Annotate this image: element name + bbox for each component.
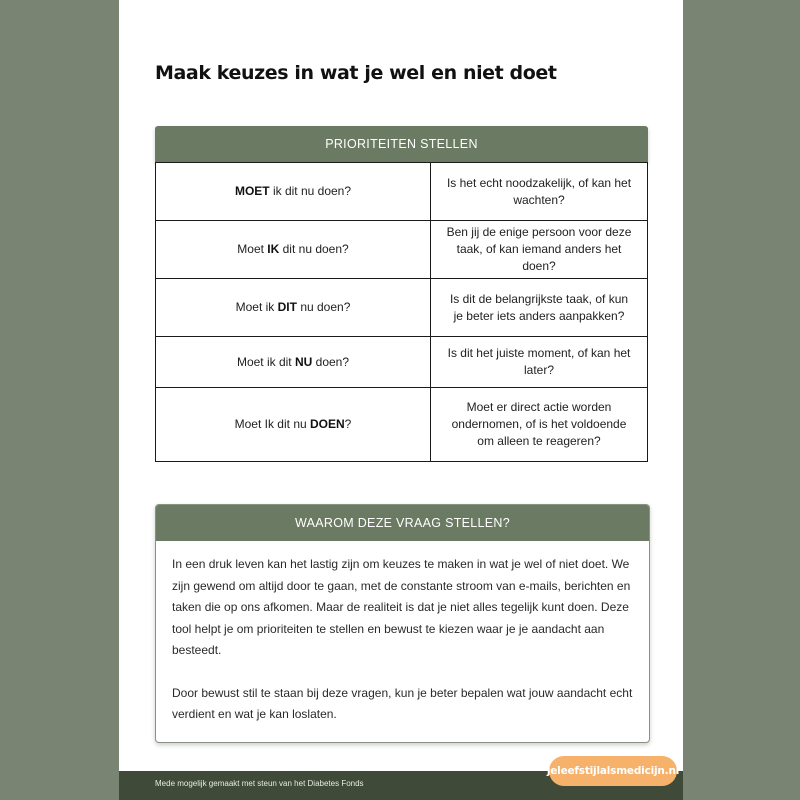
why-section xyxy=(155,504,650,743)
document-page xyxy=(119,0,683,800)
answer-cell: Is dit het juiste moment, of kan het later? xyxy=(431,337,648,388)
why-header: WAAROM DEZE VRAAG STELLEN? xyxy=(156,505,649,541)
question-cell: Moet ik dit NU doen? xyxy=(156,337,431,388)
table-row xyxy=(156,163,648,221)
table-row xyxy=(156,388,648,462)
why-paragraph-1: In een druk leven kan het lastig zijn om keuzes te maken in wat je wel of niet doet. We zijn gewend om altijd door te gaan, met de constante stroom van e-mails, berichten en taken die op ons afkomen. Maar de realiteit is dat je niet alles tegelijk kunt doen. Deze tool helpt je om prioriteiten te stellen en bewust te kiezen waar je je aandacht aan besteedt. xyxy=(172,557,631,657)
table-row xyxy=(156,279,648,337)
priorities-header: PRIORITEITEN STELLEN xyxy=(155,126,648,162)
priorities-section xyxy=(155,126,648,462)
table-row xyxy=(156,221,648,279)
priorities-table xyxy=(155,162,648,462)
page-title: Maak keuzes in wat je wel en niet doet xyxy=(155,62,557,84)
question-cell: Moet IK dit nu doen? xyxy=(156,221,431,279)
question-cell: MOET ik dit nu doen? xyxy=(156,163,431,221)
question-cell: Moet ik DIT nu doen? xyxy=(156,279,431,337)
why-body xyxy=(156,541,649,742)
answer-cell: Is dit de belangrijkste taak, of kun je beter iets anders aanpakken? xyxy=(431,279,648,337)
table-row xyxy=(156,337,648,388)
question-cell: Moet Ik dit nu DOEN? xyxy=(156,388,431,462)
answer-cell: Ben jij de enige persoon voor deze taak, of kan iemand anders het doen? xyxy=(431,221,648,279)
answer-cell: Is het echt noodzakelijk, of kan het wachten? xyxy=(431,163,648,221)
footer-credit: Mede mogelijk gemaakt met steun van het Diabetes Fonds xyxy=(155,779,364,788)
answer-cell: Moet er direct actie worden ondernomen, of is het voldoende om alleen te reageren? xyxy=(431,388,648,462)
website-badge[interactable]: jeleefstijlalsmedicijn.nl xyxy=(549,756,677,786)
why-paragraph-2: Door bewust stil te staan bij deze vragen, kun je beter bepalen wat jouw aandacht echt verdient en wat je kan loslaten. xyxy=(172,685,633,721)
